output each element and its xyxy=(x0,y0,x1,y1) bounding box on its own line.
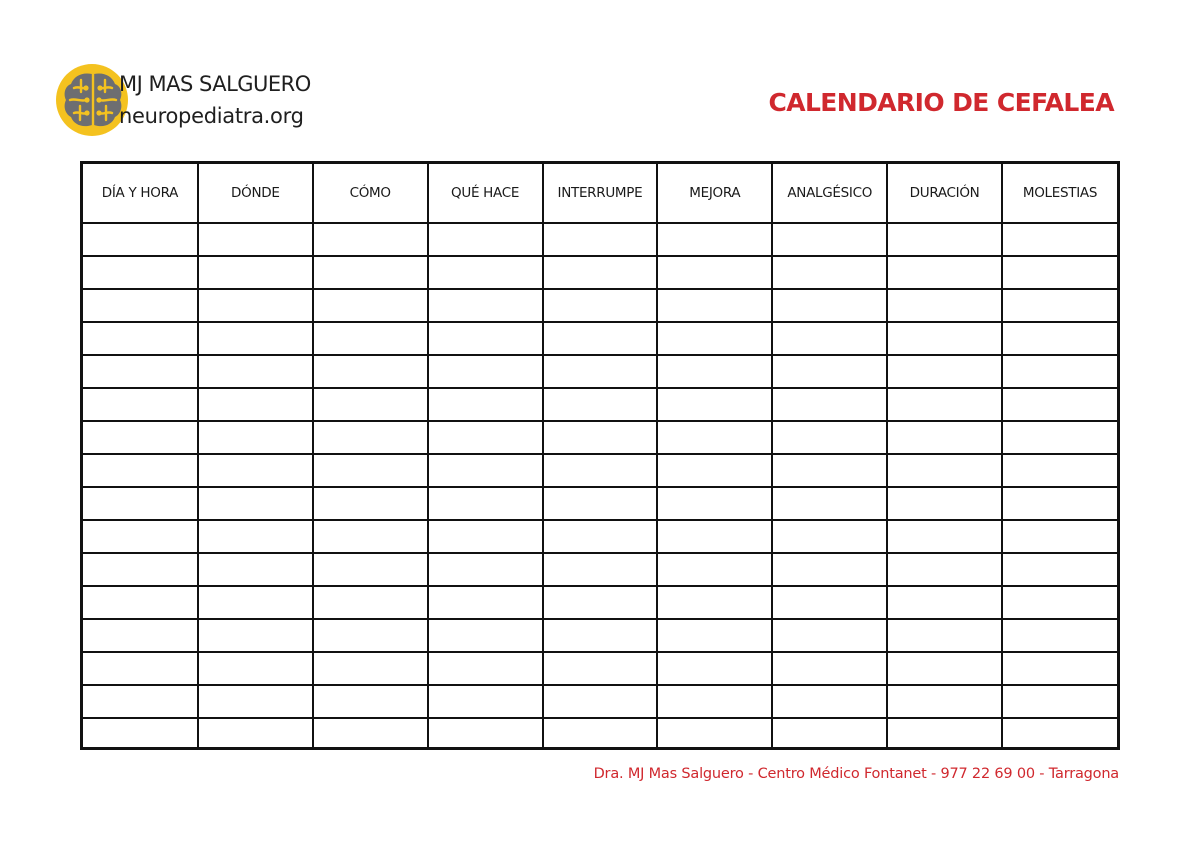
table-cell[interactable] xyxy=(887,619,1002,652)
table-row xyxy=(83,223,1117,256)
table-cell[interactable] xyxy=(772,586,887,619)
table-cell[interactable] xyxy=(428,685,543,718)
table-cell[interactable] xyxy=(543,487,658,520)
table-row xyxy=(83,520,1117,553)
table-cell[interactable] xyxy=(887,256,1002,289)
column-header: MEJORA xyxy=(657,164,772,223)
table-cell[interactable] xyxy=(1002,685,1117,718)
table-cell[interactable] xyxy=(313,421,428,454)
table-cell[interactable] xyxy=(887,487,1002,520)
column-header: DURACIÓN xyxy=(887,164,1002,223)
logo-name: MJ MAS SALGUERO xyxy=(119,72,311,96)
table-cell[interactable] xyxy=(543,223,658,256)
table-cell[interactable] xyxy=(543,322,658,355)
table-cell[interactable] xyxy=(428,355,543,388)
table-cell[interactable] xyxy=(887,454,1002,487)
table-cell[interactable] xyxy=(83,520,198,553)
table-cell[interactable] xyxy=(428,289,543,322)
table-cell[interactable] xyxy=(313,553,428,586)
table-cell[interactable] xyxy=(83,652,198,685)
table-cell[interactable] xyxy=(887,520,1002,553)
table-cell[interactable] xyxy=(198,586,313,619)
table-cell[interactable] xyxy=(887,355,1002,388)
table-cell[interactable] xyxy=(83,355,198,388)
table-row xyxy=(83,586,1117,619)
table-cell[interactable] xyxy=(657,421,772,454)
table-cell[interactable] xyxy=(1002,388,1117,421)
table-cell[interactable] xyxy=(657,520,772,553)
table-cell[interactable] xyxy=(772,322,887,355)
table-cell[interactable] xyxy=(428,421,543,454)
column-header: INTERRUMPE xyxy=(543,164,658,223)
table-cell[interactable] xyxy=(313,256,428,289)
table-row xyxy=(83,355,1117,388)
table-cell[interactable] xyxy=(657,487,772,520)
table-cell[interactable] xyxy=(1002,652,1117,685)
table-cell[interactable] xyxy=(428,223,543,256)
table-row xyxy=(83,718,1117,750)
table-cell[interactable] xyxy=(657,223,772,256)
table-cell[interactable] xyxy=(657,289,772,322)
table-cell[interactable] xyxy=(428,256,543,289)
table-cell[interactable] xyxy=(83,586,198,619)
table-cell[interactable] xyxy=(313,388,428,421)
table-cell[interactable] xyxy=(772,619,887,652)
table-cell[interactable] xyxy=(543,652,658,685)
table-cell[interactable] xyxy=(543,256,658,289)
table-cell[interactable] xyxy=(313,223,428,256)
table-cell[interactable] xyxy=(1002,256,1117,289)
table-row xyxy=(83,685,1117,718)
table-cell[interactable] xyxy=(772,685,887,718)
table-cell[interactable] xyxy=(543,289,658,322)
table-cell[interactable] xyxy=(772,718,887,750)
brain-icon xyxy=(56,64,128,136)
table-cell[interactable] xyxy=(313,454,428,487)
table-cell[interactable] xyxy=(543,619,658,652)
table-row xyxy=(83,652,1117,685)
column-header: CÓMO xyxy=(313,164,428,223)
table-cell[interactable] xyxy=(428,454,543,487)
table-row xyxy=(83,553,1117,586)
table-cell[interactable] xyxy=(657,322,772,355)
table-row xyxy=(83,289,1117,322)
table-cell[interactable] xyxy=(198,520,313,553)
table-cell[interactable] xyxy=(1002,223,1117,256)
table-cell[interactable] xyxy=(543,355,658,388)
column-header: DÍA Y HORA xyxy=(83,164,198,223)
table-cell[interactable] xyxy=(887,223,1002,256)
table-row xyxy=(83,619,1117,652)
table-cell[interactable] xyxy=(657,619,772,652)
table-cell[interactable] xyxy=(1002,619,1117,652)
table-cell[interactable] xyxy=(198,322,313,355)
table-cell[interactable] xyxy=(313,718,428,750)
table-cell[interactable] xyxy=(428,652,543,685)
table-cell[interactable] xyxy=(198,355,313,388)
table-cell[interactable] xyxy=(83,322,198,355)
table-row xyxy=(83,454,1117,487)
table-cell[interactable] xyxy=(887,652,1002,685)
table-cell[interactable] xyxy=(657,718,772,750)
table-cell[interactable] xyxy=(772,421,887,454)
table-cell[interactable] xyxy=(772,289,887,322)
table-cell[interactable] xyxy=(657,355,772,388)
table-cell[interactable] xyxy=(198,652,313,685)
table-cell[interactable] xyxy=(887,322,1002,355)
table-cell[interactable] xyxy=(1002,586,1117,619)
table-cell[interactable] xyxy=(198,223,313,256)
table-cell[interactable] xyxy=(198,289,313,322)
table-cell[interactable] xyxy=(772,223,887,256)
table-cell[interactable] xyxy=(198,619,313,652)
headache-calendar-table xyxy=(80,161,1120,750)
table-cell[interactable] xyxy=(83,454,198,487)
table-cell[interactable] xyxy=(887,289,1002,322)
table-cell[interactable] xyxy=(313,619,428,652)
table-cell[interactable] xyxy=(198,487,313,520)
table-cell[interactable] xyxy=(83,421,198,454)
table-cell[interactable] xyxy=(313,487,428,520)
table-cell[interactable] xyxy=(83,289,198,322)
table-cell[interactable] xyxy=(83,718,198,750)
table-row xyxy=(83,256,1117,289)
table-cell[interactable] xyxy=(198,685,313,718)
column-header: QUÉ HACE xyxy=(428,164,543,223)
table-cell[interactable] xyxy=(657,388,772,421)
table-cell[interactable] xyxy=(428,487,543,520)
table-row xyxy=(83,487,1117,520)
table-row xyxy=(83,388,1117,421)
table-cell[interactable] xyxy=(657,454,772,487)
table-cell[interactable] xyxy=(428,322,543,355)
table-cell[interactable] xyxy=(198,553,313,586)
table-cell[interactable] xyxy=(543,586,658,619)
table-cell[interactable] xyxy=(657,553,772,586)
table-cell[interactable] xyxy=(1002,718,1117,750)
table-cell[interactable] xyxy=(887,388,1002,421)
table-cell[interactable] xyxy=(887,685,1002,718)
table-cell[interactable] xyxy=(772,652,887,685)
logo-site: neuropediatra.org xyxy=(119,104,304,128)
table-cell[interactable] xyxy=(657,652,772,685)
table-cell[interactable] xyxy=(657,685,772,718)
table-cell[interactable] xyxy=(83,388,198,421)
table-cell[interactable] xyxy=(198,421,313,454)
table-cell[interactable] xyxy=(198,454,313,487)
footer-contact: Dra. MJ Mas Salguero - Centro Médico Fontanet - 977 22 69 00 - Tarragona xyxy=(593,766,1119,782)
table-cell[interactable] xyxy=(83,685,198,718)
table-cell[interactable] xyxy=(772,487,887,520)
table-cell[interactable] xyxy=(543,454,658,487)
table-cell[interactable] xyxy=(1002,421,1117,454)
table-cell[interactable] xyxy=(313,355,428,388)
table-cell[interactable] xyxy=(428,388,543,421)
table-cell[interactable] xyxy=(83,223,198,256)
table-row xyxy=(83,322,1117,355)
table-cell[interactable] xyxy=(313,586,428,619)
table-cell[interactable] xyxy=(772,355,887,388)
table-cell[interactable] xyxy=(83,619,198,652)
table-cell[interactable] xyxy=(772,388,887,421)
table-cell[interactable] xyxy=(772,520,887,553)
table-cell[interactable] xyxy=(83,487,198,520)
table-cell[interactable] xyxy=(772,256,887,289)
table-cell[interactable] xyxy=(198,388,313,421)
table-cell[interactable] xyxy=(1002,520,1117,553)
table-cell[interactable] xyxy=(313,322,428,355)
table-cell[interactable] xyxy=(83,256,198,289)
table-cell[interactable] xyxy=(543,685,658,718)
table-cell[interactable] xyxy=(1002,322,1117,355)
table-cell[interactable] xyxy=(428,520,543,553)
table-body xyxy=(83,223,1117,750)
table-row xyxy=(83,421,1117,454)
table-cell[interactable] xyxy=(543,553,658,586)
table-cell[interactable] xyxy=(198,256,313,289)
logo-badge xyxy=(56,64,128,136)
table-cell[interactable] xyxy=(428,619,543,652)
table-cell[interactable] xyxy=(83,553,198,586)
table-cell[interactable] xyxy=(887,718,1002,750)
table-cell[interactable] xyxy=(313,520,428,553)
table-cell[interactable] xyxy=(657,256,772,289)
column-header: MOLESTIAS xyxy=(1002,164,1117,223)
table-cell[interactable] xyxy=(198,718,313,750)
table-cell[interactable] xyxy=(428,586,543,619)
table-cell[interactable] xyxy=(887,553,1002,586)
table-cell[interactable] xyxy=(543,421,658,454)
logo xyxy=(56,64,316,138)
table-cell[interactable] xyxy=(657,586,772,619)
table-cell[interactable] xyxy=(428,718,543,750)
table-cell[interactable] xyxy=(772,454,887,487)
column-header: ANALGÉSICO xyxy=(772,164,887,223)
table-cell[interactable] xyxy=(887,421,1002,454)
table-cell[interactable] xyxy=(313,652,428,685)
table-cell[interactable] xyxy=(1002,289,1117,322)
table-cell[interactable] xyxy=(543,520,658,553)
table-cell[interactable] xyxy=(772,553,887,586)
table-cell[interactable] xyxy=(428,553,543,586)
table-header-row xyxy=(83,164,1117,223)
table-cell[interactable] xyxy=(313,289,428,322)
table-cell[interactable] xyxy=(1002,487,1117,520)
table-cell[interactable] xyxy=(543,718,658,750)
page-title: CALENDARIO DE CEFALEA xyxy=(768,88,1114,117)
table-cell[interactable] xyxy=(313,685,428,718)
column-header: DÓNDE xyxy=(198,164,313,223)
table-cell[interactable] xyxy=(887,586,1002,619)
table-cell[interactable] xyxy=(1002,454,1117,487)
table-cell[interactable] xyxy=(1002,553,1117,586)
table-cell[interactable] xyxy=(543,388,658,421)
table-cell[interactable] xyxy=(1002,355,1117,388)
